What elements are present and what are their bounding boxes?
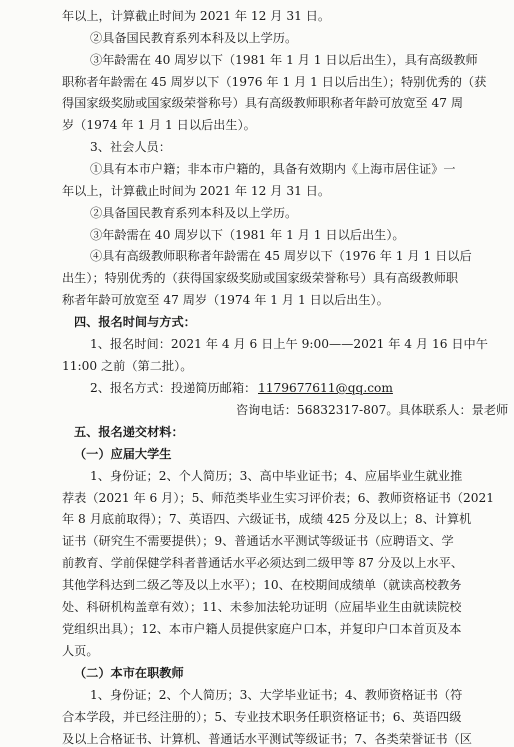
text-line: ③年龄需在 40 周岁以下（1981 年 1 月 1 日以后出生），具有高级教师 [90, 53, 478, 67]
text-line: 1、身份证；2、个人简历；3、大学毕业证书；4、教师资格证书（符 [90, 688, 463, 702]
text-line: 出生）；特别优秀的（获得国家级奖励或国家级荣誉称号）具有高级教师职 [62, 271, 459, 285]
text-line: ②具备国民教育系列本科及以上学历。 [90, 31, 298, 45]
text-line: 2、报名方式：投递简历邮箱： [90, 381, 257, 395]
text-line: 11:00 之前（第二批）。 [62, 359, 193, 373]
text-line: 人页。 [62, 644, 99, 658]
text-line: 年 8 月底前取得）；7、英语四、六级证书，成绩 425 分及以上；8、计算机 [62, 512, 472, 526]
section-heading: 五、报名递交材料： [74, 425, 184, 439]
text-line: 处、科研机构盖章有效）；11、未参加法轮功证明（应届毕业生由就读院校 [62, 600, 462, 614]
text-line: 年以上，计算截止时间为 2021 年 12 月 31 日。 [62, 9, 331, 23]
text-line: 咨询电话：56832317-807。具体联系人：景老师 [236, 403, 509, 417]
text-line: ③年龄需在 40 周岁以下（1981 年 1 月 1 日以后出生）。 [90, 228, 405, 242]
text-line: 及以上合格证书、计算机、普通话水平测试等级证书；7、各类荣誉证书（区 [62, 732, 472, 746]
text-line: 1、身份证；2、个人简历；3、高中毕业证书；4、应届毕业生就业推 [90, 469, 463, 483]
section-heading: （一）应届大学生 [74, 447, 172, 461]
text-line: 证书（研究生不需要提供）；9、普通话水平测试等级证书（应聘语文、学 [62, 534, 454, 548]
text-line: 年以上，计算截止时间为 2021 年 12 月 31 日。 [62, 184, 331, 198]
text-line: 合本学段，并已经注册的）；5、专业技术职务任职资格证书；6、英语四级 [62, 710, 462, 724]
text-line: 荐表（2021 年 6 月）；5、师范类毕业生实习评价表；6、教师资格证书（2021 [62, 491, 495, 505]
section-heading: （二）本市在职教师 [74, 666, 184, 680]
text-line: 3、社会人员： [90, 140, 171, 154]
text-line: ②具备国民教育系列本科及以上学历。 [90, 206, 298, 220]
text-line: ①具有本市户籍；非本市户籍的，具备有效期内《上海市居住证》一 [90, 162, 456, 176]
text-line: 得国家级奖励或国家级荣誉称号）具有高级教师职称者年龄可放宽至 47 周 [62, 96, 464, 110]
text-line: 职称者年龄需在 45 周岁以下（1976 年 1 月 1 日以后出生）；特别优秀的（获 [62, 75, 487, 89]
email-link[interactable]: 1179677611@qq.com [258, 381, 393, 395]
text-line: 称者年龄可放宽至 47 周岁（1974 年 1 月 1 日以后出生）。 [62, 293, 389, 307]
text-line: 其他学科达到二级乙等及以上水平）；10、在校期间成绩单（就读高校教务 [62, 578, 462, 592]
text-line: 1、报名时间：2021 年 4 月 6 日上午 9:00——2021 年 4 月 16 日中午 [90, 337, 488, 351]
section-heading: 四、报名时间与方式： [74, 315, 196, 329]
text-line: 岁（1974 年 1 月 1 日以后出生）。 [62, 118, 256, 132]
text-line: 前教育、学前保健学科者普通话水平必须达到二级甲等 87 分及以上水平、 [62, 556, 464, 570]
text-line: ④具有高级教师职称者年龄需在 45 周岁以下（1976 年 1 月 1 日以后 [90, 249, 472, 263]
text-line: 党组织出具）；12、本市户籍人员提供家庭户口本，并复印户口本首页及本 [62, 622, 462, 636]
